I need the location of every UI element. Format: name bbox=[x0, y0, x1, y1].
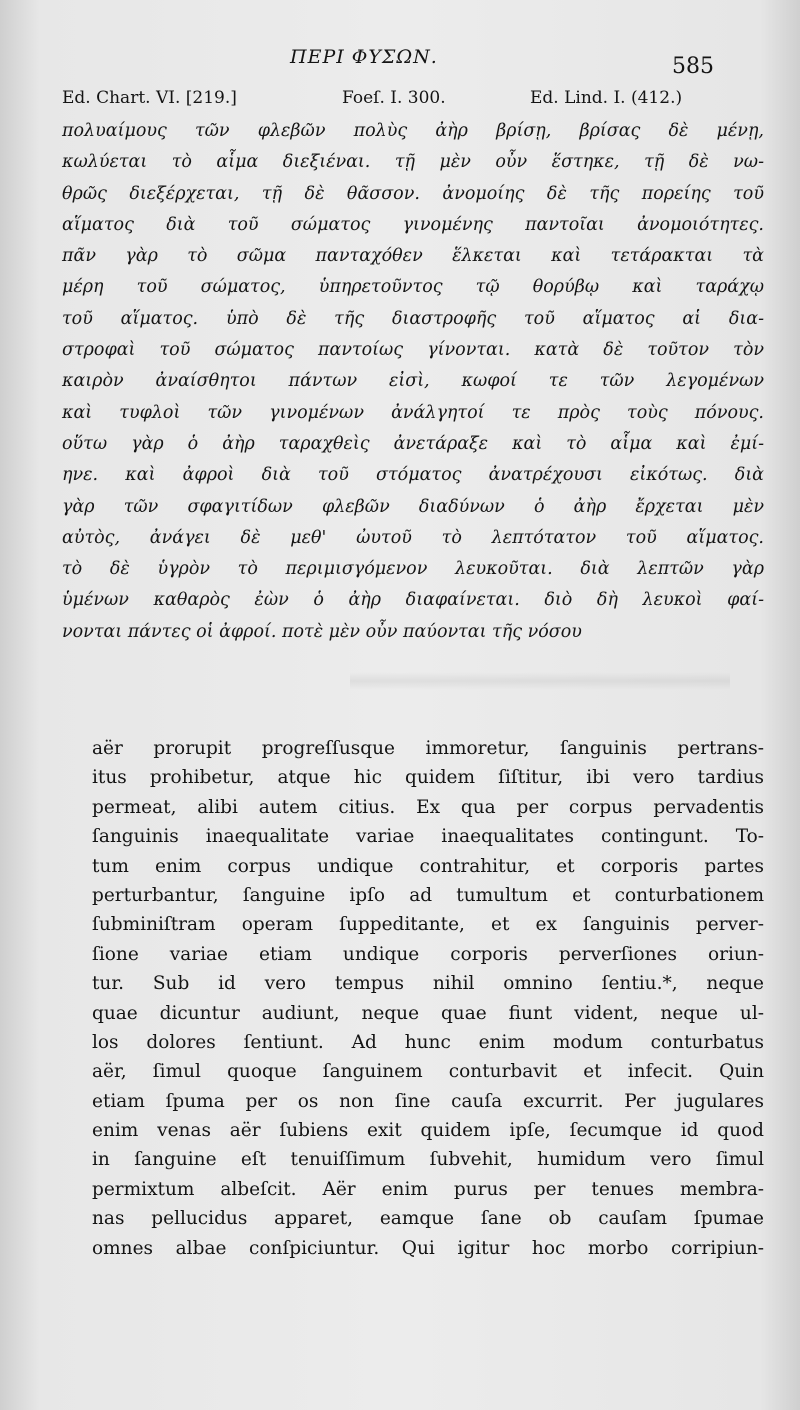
latin-text-line: tum enim corpus undique contrahitur, et corporis partes bbox=[92, 855, 764, 877]
latin-text-line: aër prorupit progreſſusque immoretur, ſanguinis pertrans- bbox=[92, 738, 764, 759]
running-head-title: ΠΕΡΙ ΦΥΣΩΝ. bbox=[290, 46, 438, 68]
greek-text-line: πᾶν γὰρ τὸ σῶμα πανταχόθεν ἕλκεται καὶ τετάρακται τὰ bbox=[62, 246, 764, 267]
greek-text-line: ὑμένων καθαρὸς ἐὼν ὁ ἀὴρ διαφαίνεται. διὸ δὴ λευκοὶ φαί- bbox=[62, 590, 764, 611]
latin-text-line: ſione variae etiam undique corporis perverſiones oriun- bbox=[92, 943, 764, 965]
latin-text-line: ſubminiſtram operam ſuppeditante, et ex ſanguinis perver- bbox=[92, 914, 764, 936]
greek-text-line: μέρη τοῦ σώματος, ὑπηρετοῦντος τῷ θορύβῳ καὶ ταράχῳ bbox=[62, 277, 764, 298]
greek-text-line: ηνε. καὶ ἀφροὶ διὰ τοῦ στόματος ἀνατρέχουσι εἰκότως. διὰ bbox=[62, 465, 764, 486]
latin-text-line: permixtum albeſcit. Aër enim purus per tenues membra- bbox=[92, 1178, 764, 1200]
latin-text-line: los dolores ſentiunt. Ad hunc enim modum conturbatus bbox=[92, 1031, 764, 1053]
latin-text-line: tur. Sub id vero tempus nihil omnino ſentiu.*, neque bbox=[92, 973, 764, 995]
edition-chart-ref: Ed. Chart. VI. [219.] bbox=[62, 88, 237, 108]
greek-text-line: κωλύεται τὸ αἷμα διεξιέναι. τῇ μὲν οὖν ἕστηκε, τῇ δὲ νω- bbox=[62, 152, 764, 173]
greek-text-line: πολυαίμους τῶν φλεβῶν πολὺς ἀὴρ βρίσῃ, βρίσας δὲ μένῃ, bbox=[62, 121, 764, 141]
running-head bbox=[0, 42, 800, 82]
latin-text-line: permeat, alibi autem citius. Ex qua per corpus pervadentis bbox=[92, 796, 764, 818]
greek-text-line: αἵματος διὰ τοῦ σώματος γινομένης παντοῖαι ἀνομοιότητες. bbox=[62, 214, 764, 235]
latin-text-line: etiam ſpuma per os non ſine cauſa excurrit. Per jugulares bbox=[92, 1090, 764, 1112]
latin-text-line: itus prohibetur, atque hic quidem ſiſtitur, ibi vero tardius bbox=[92, 767, 764, 789]
greek-text-line: καὶ τυφλοὶ τῶν γινομένων ἀνάλγητοί τε πρὸς τοὺς πόνους. bbox=[62, 402, 764, 423]
greek-text-line: στροφαὶ τοῦ σώματος παντοίως γίνονται. κατὰ δὲ τοῦτον τὸν bbox=[62, 340, 764, 361]
latin-text-line: quae dicuntur audiunt, neque quae fiunt vident, neque ul- bbox=[92, 1002, 764, 1024]
greek-text-line: γὰρ τῶν σφαγιτίδων φλεβῶν διαδύνων ὁ ἀὴρ ἔρχεται μὲν bbox=[62, 496, 764, 517]
latin-text-block bbox=[92, 734, 764, 1263]
latin-text-line: perturbantur, ſanguine ipſo ad tumultum et conturbationem bbox=[92, 884, 764, 906]
greek-text-block bbox=[62, 116, 764, 648]
bleed-through bbox=[350, 672, 730, 690]
latin-text-line: ſanguinis inaequalitate variae inaequalitates contingunt. To- bbox=[92, 826, 764, 848]
greek-text-line: τοῦ αἵματος. ὑπὸ δὲ τῆς διαστροφῆς τοῦ αἵματος αἱ δια- bbox=[62, 308, 764, 329]
latin-text-line: omnes albae conſpiciuntur. Qui igitur hoc morbo corripiun- bbox=[92, 1237, 764, 1259]
latin-text-line: aër, ſimul quoque ſanguinem conturbavit et infecit. Quin bbox=[92, 1061, 764, 1083]
greek-text-line: τὸ δὲ ὑγρὸν τὸ περιμισγόμενον λευκοῦται. διὰ λεπτῶν γὰρ bbox=[62, 559, 764, 580]
greek-text-line: καιρὸν ἀναίσθητοι πάντων εἰσὶ, κωφοί τε τῶν λεγομένων bbox=[62, 371, 764, 392]
greek-text-line: θρῶς διεξέρχεται, τῇ δὲ θᾶσσον. ἀνομοίης δὲ τῆς πορείης τοῦ bbox=[62, 183, 764, 204]
latin-text-line: enim venas aër ſubiens exit quidem ipſe, ſecumque id quod bbox=[92, 1120, 764, 1142]
latin-text-line: nas pellucidus apparet, eamque ſane ob cauſam ſpumae bbox=[92, 1208, 764, 1230]
edition-foes-ref: Foeſ. I. 300. bbox=[342, 88, 446, 108]
greek-text-line: αὐτὸς, ἀνάγει δὲ μεθ' ὠυτοῦ τὸ λεπτότατον τοῦ αἵματος. bbox=[62, 527, 764, 548]
greek-text-line: νονται πάντες οἱ ἀφροί. ποτὲ μὲν οὖν παύονται τῆς νόσου bbox=[62, 621, 582, 642]
edition-lind-ref: Ed. Lind. I. (412.) bbox=[530, 88, 683, 108]
greek-text-line: οὕτω γὰρ ὁ ἀὴρ ταραχθεὶς ἀνετάραξε καὶ τὸ αἷμα καὶ ἐμί- bbox=[62, 433, 764, 454]
page-number: 585 bbox=[672, 54, 714, 79]
edition-references bbox=[62, 88, 762, 112]
latin-text-line: in ſanguine eſt tenuiſſimum ſubvehit, humidum vero ſimul bbox=[92, 1149, 764, 1171]
